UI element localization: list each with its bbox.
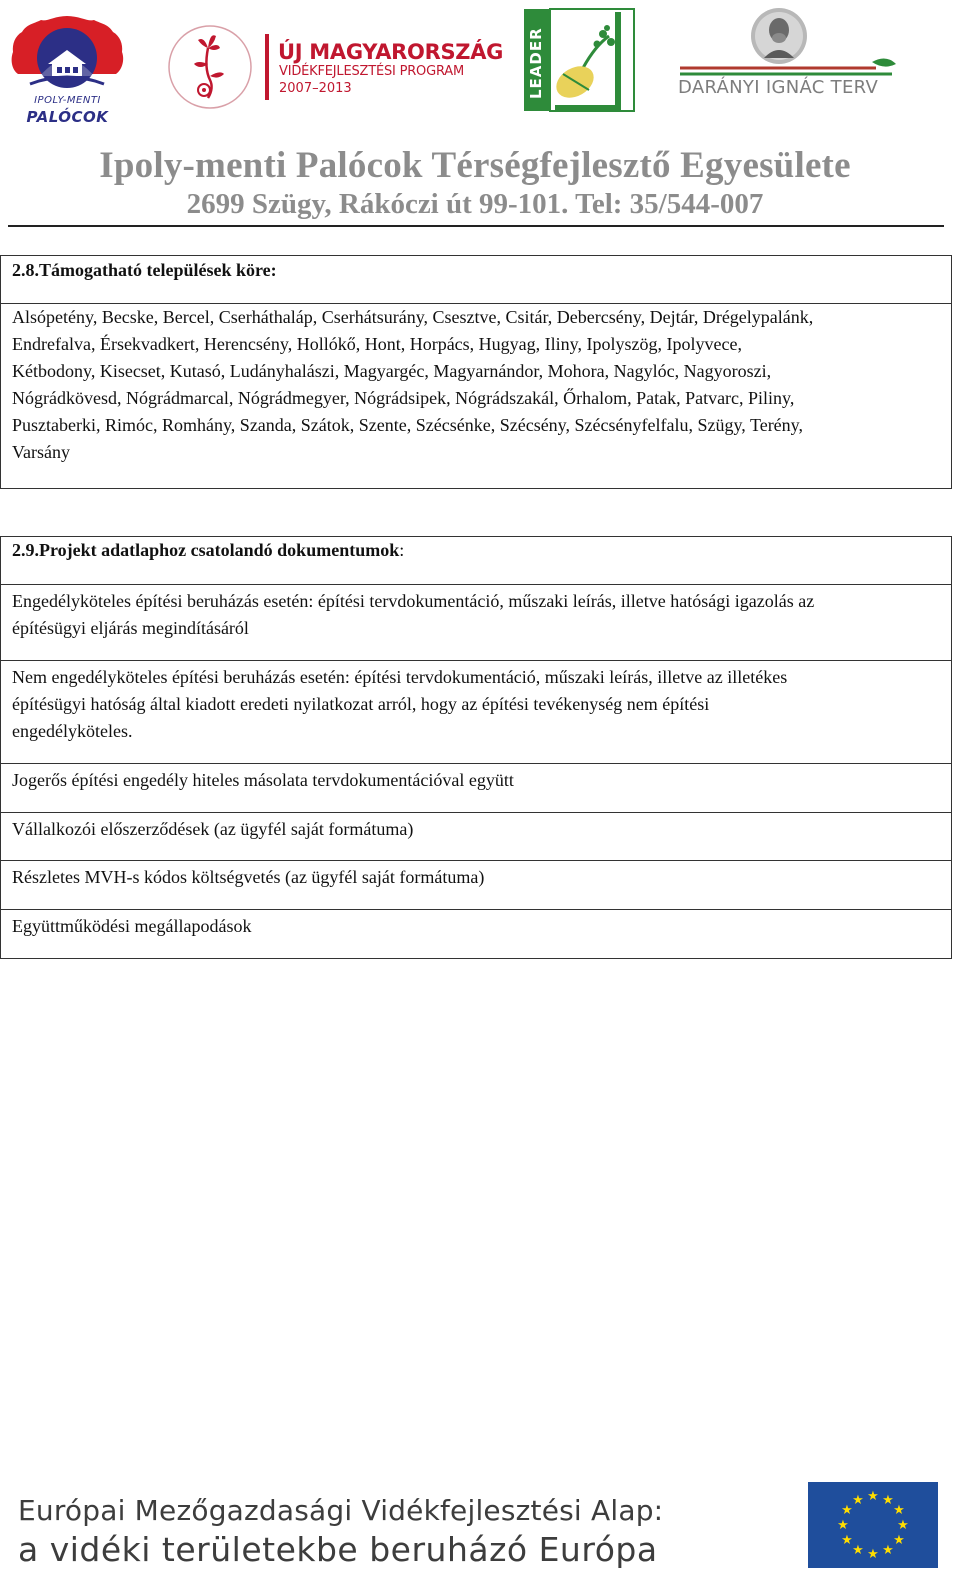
organisation-address: 2699 Szügy, Rákóczi út 99-101. Tel: 35/544-007 [186, 188, 764, 220]
settlement-line: Kétbodony, Kisecset, Kutasó, Ludányhalászi, Magyargéc, Magyarnándor, Mohora, Nagylóc, Nagyoroszi, [12, 361, 772, 381]
document-line: engedélyköteles. [12, 721, 133, 741]
svg-text:★: ★ [837, 1518, 849, 1533]
svg-text:★: ★ [841, 1533, 853, 1548]
required-documents-table [0, 536, 952, 959]
svg-text:★: ★ [893, 1533, 905, 1548]
flower-emblem-icon [160, 20, 260, 114]
section-number: 2.9. [12, 540, 39, 560]
eligible-settlements-table [0, 255, 952, 489]
document-row [1, 763, 951, 812]
palocok-logo-line2: PALÓCOK [26, 108, 109, 126]
footer-eafrd-line: Európai Mezőgazdasági Vidékfejlesztési Alap: [18, 1494, 664, 1527]
svg-text:★: ★ [867, 1489, 879, 1504]
svg-text:★: ★ [882, 1543, 894, 1558]
organisation-name: Ipoly-menti Palócok Térségfejlesztő Egyesülete [99, 145, 851, 186]
svg-text:★: ★ [867, 1547, 879, 1562]
svg-text:★: ★ [893, 1503, 905, 1518]
section-number: 2.8. [12, 260, 39, 280]
document-line: Részletes MVH-s kódos költségvetés (az ügyfél saját formátuma) [12, 867, 485, 887]
uj-magyarorszag-subtitle: VIDÉKFEJLESZTÉSI PROGRAM [279, 64, 464, 79]
svg-text:★: ★ [852, 1543, 864, 1558]
document-row [1, 860, 951, 909]
uj-magyarorszag-years: 2007–2013 [279, 81, 352, 96]
section-title: Támogatható települések köre: [39, 260, 277, 280]
document-row [1, 812, 951, 860]
settlement-line: Endrefalva, Érsekvadkert, Herencsény, Hollókő, Hont, Horpács, Hugyag, Iliny, Ipolyszög, Ipolyvece, [12, 334, 742, 354]
document-row [1, 584, 951, 660]
daranyi-ignac-terv-logo [676, 2, 902, 102]
uj-magyarorszag-divider [265, 34, 269, 100]
required-documents-header [1, 537, 951, 584]
eu-flag-icon [808, 1482, 938, 1568]
section-title-suffix: : [399, 540, 405, 560]
palocok-emblem-icon [10, 14, 125, 96]
daranyi-logo-text: DARÁNYI IGNÁC TERV [678, 77, 879, 98]
document-line: Vállalkozói előszerződések (az ügyfél saját formátuma) [12, 819, 414, 839]
document-row [1, 909, 951, 958]
svg-text:★: ★ [897, 1518, 909, 1533]
header-logos [0, 0, 960, 140]
settlement-line: Pusztaberki, Rimóc, Romhány, Szanda, Szátok, Szente, Szécsénke, Szécsény, Szécsényfelfalu, Szügy, Terény, [12, 415, 804, 435]
document-line: építésügyi eljárás megindításáról [12, 618, 249, 638]
palocok-logo-line1: IPOLY-MENTI [34, 95, 101, 106]
document-row [1, 660, 951, 763]
svg-text:★: ★ [852, 1493, 864, 1508]
settlement-line: Varsány [12, 442, 70, 462]
eligible-settlements-header [1, 256, 951, 303]
settlement-line: Alsópetény, Becske, Bercel, Cserháthaláp, Cserhátsurány, Csesztve, Csitár, Debercsény, Dejtár, Drégelypalánk, [12, 307, 814, 327]
svg-text:★: ★ [841, 1503, 853, 1518]
settlement-line: Nógrádkövesd, Nógrádmarcal, Nógrádmegyer, Nógrádsipek, Nógrádszakál, Őrhalom, Patak, Patvarc, Piliny, [12, 388, 795, 408]
footer-slogan-line: a vidéki területekbe beruházó Európa [18, 1530, 658, 1569]
section-title: Projekt adatlaphoz csatolandó dokumentumok [39, 540, 400, 560]
uj-magyarorszag-title: ÚJ MAGYARORSZÁG [278, 40, 504, 64]
document-line: Nem engedélyköteles építési beruházás esetén: építési tervdokumentáció, műszaki leírás, illetve az illetékes [12, 667, 788, 687]
document-line: Engedélyköteles építési beruházás esetén: építési tervdokumentáció, műszaki leírás, illetve hatósági igazolás az [12, 591, 815, 611]
leader-logo-text: LEADER [527, 27, 545, 99]
header-divider [8, 225, 944, 227]
document-line: Jogerős építési engedély hiteles másolata tervdokumentációval együtt [12, 770, 514, 790]
eligible-settlements-list [1, 303, 951, 488]
document-line: Együttműködési megállapodások [12, 916, 252, 936]
ipoly-menti-palocok-logo [10, 14, 125, 126]
leader-logo [523, 8, 635, 112]
svg-text:★: ★ [882, 1493, 894, 1508]
document-line: építésügyi hatóság által kiadott eredeti nyilatkozat arról, hogy az építési tevékenység nem építési [12, 694, 710, 714]
uj-magyarorszag-logo [160, 20, 504, 114]
portrait-emblem-icon [676, 2, 902, 77]
